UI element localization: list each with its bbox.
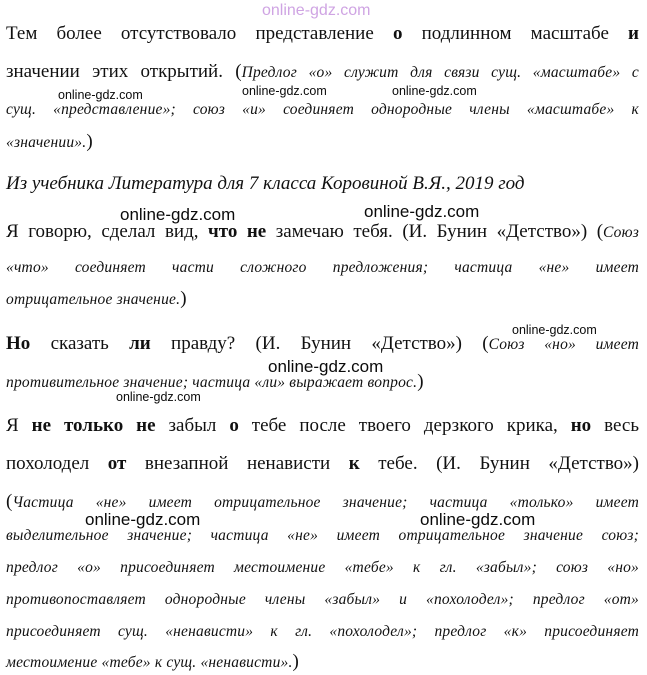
p4-line7: присоединяет сущ. «ненависти» к гл. «похолодел»; предлог «к» присоединяет [6, 623, 639, 640]
p2-line2: «что» соединяет части сложного предложения; частица «не» имеет [6, 259, 639, 276]
watermark: online-gdz.com [242, 84, 327, 98]
watermark: online-gdz.com [420, 510, 536, 529]
source-line: Из учебника Литература для 7 класса Коровиной В.Я., 2019 год [6, 173, 525, 194]
p4-line6: противопоставляет однородные члены «забыл» и «похолодел»; предлог «от» [6, 591, 639, 608]
p2-line1: Я говорю, сделал вид, что не замечаю тебя. (И. Бунин «Детство») (Союз [6, 221, 640, 242]
p1-line3: сущ. «представление»; союз «и» соединяет однородные члены «масштабе» к [6, 101, 639, 118]
p3-line1: Но сказать ли правду? (И. Бунин «Детство») (Союз «но» имеет [6, 333, 639, 354]
p1-line1: Тем более отсутствовало представление о подлинном масштабе и [6, 23, 639, 44]
watermark: online-gdz.com [268, 357, 384, 376]
p4-line5: предлог «о» присоединяет местоимение «тебе» к гл. «забыл»; союз «но» [6, 559, 639, 576]
p4-line1: Я не только не забыл о тебе после твоего дерзкого крика, но весь [6, 415, 639, 436]
p4-line3: (Частица «не» имеет отрицательное значение; частица «только» имеет [6, 491, 639, 512]
watermark: online-gdz.com [364, 202, 480, 221]
watermark: online-gdz.com [392, 84, 477, 98]
p1-line2: значении этих открытий. (Предлог «о» служит для связи сущ. «масштабе» с [6, 61, 639, 82]
p4-line2: похолодел от внезапной ненависти к тебе. (И. Бунин «Детство») [6, 453, 639, 474]
watermark: online-gdz.com [120, 205, 236, 224]
watermark: online-gdz.com [116, 390, 201, 404]
watermark: online-gdz.com [85, 510, 201, 529]
watermark-top: online-gdz.com [262, 2, 371, 19]
p2-line3: отрицательное значение.) [6, 288, 187, 309]
p1-line4: «значении».) [6, 131, 93, 152]
watermark: online-gdz.com [58, 88, 143, 102]
watermark: online-gdz.com [512, 323, 597, 337]
p4-line4: выделительное значение; частица «не» имеет отрицательное значение союз; [6, 527, 639, 544]
p4-line8: местоимение «тебе» к сущ. «ненависти».) [6, 651, 299, 672]
p3-line2: противительное значение; частица «ли» выражает вопрос.) [6, 371, 424, 392]
